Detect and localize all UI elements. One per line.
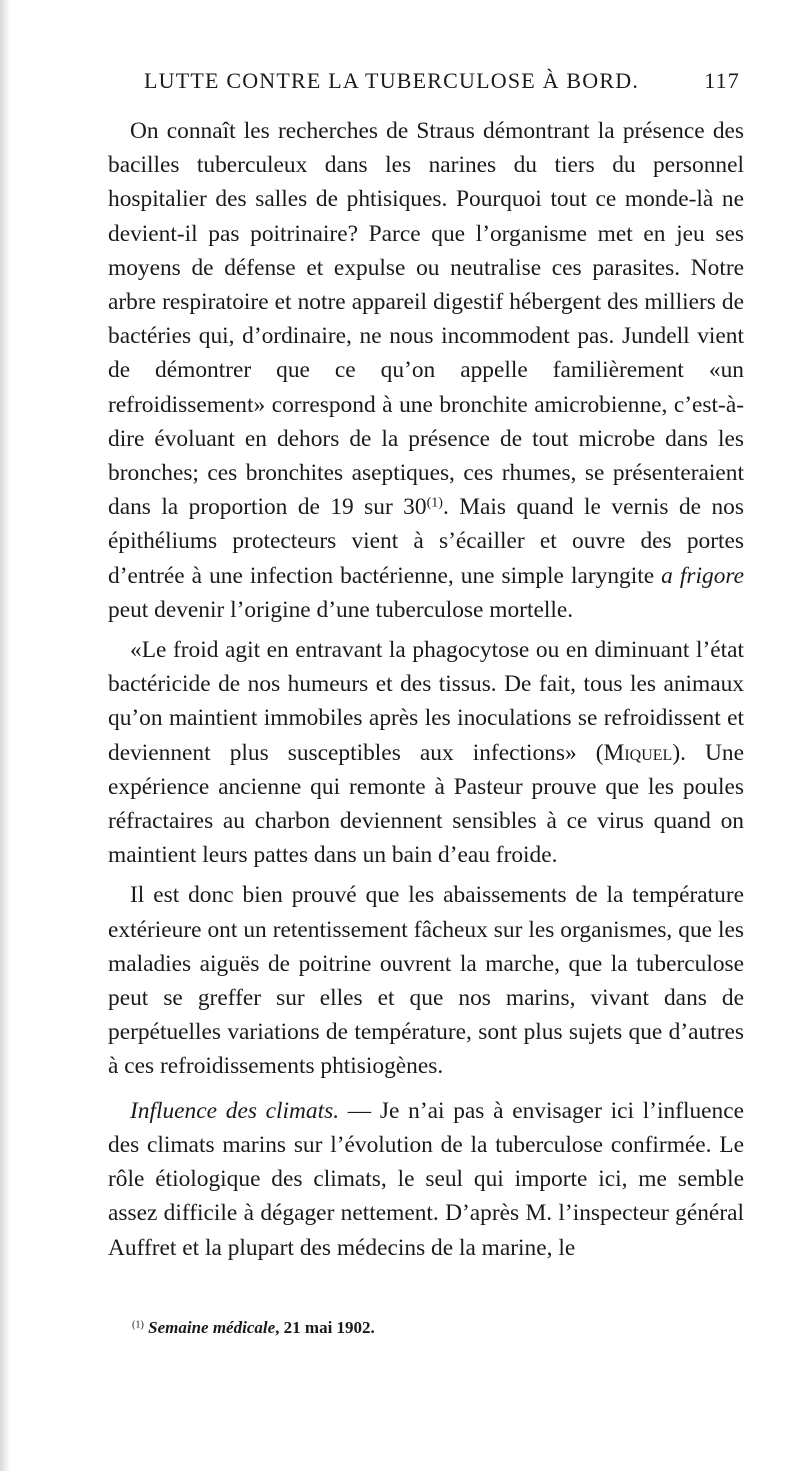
paragraph-1 — [108, 114, 744, 627]
footnote-date: , 21 mai 1902. — [275, 1318, 375, 1337]
page-number: 117 — [704, 68, 740, 93]
main-text — [108, 114, 744, 1265]
running-header — [110, 68, 740, 94]
paragraph-3: Il est donc bien prouvé que les abaissements de la température extérieure ont un retentissement fâcheux sur les organismes, que les maladies aiguës de poitrine ouvrent la marche, que la tuberculose peut se greffer sur elles et que nos marins, vivant dans de perpétuelles variations de température, sont plus sujets que d’autres à ces refroidissements phtisiogènes. — [108, 882, 744, 1080]
footnote-ref: (1) — [426, 494, 443, 511]
p2-author: Miquel — [603, 739, 673, 766]
p2-text-a: «Le froid agit en entravant la phagocytose ou en diminuant l’état bactéricide de nos humeurs et des tissus. De fait, tous les animaux qu’on maintient immobiles après les inoculations se refroidissent et deviennent plus susceptibles aux infections» ( — [108, 637, 744, 766]
footnote — [132, 1318, 732, 1338]
p1-text-c: peut devenir l’origine d’une tuberculose mortelle. — [108, 596, 574, 623]
running-title: LUTTE CONTRE LA TUBERCULOSE À BORD. — [144, 68, 640, 93]
p1-text-b: . Mais quand le vernis de nos épithéliums protecteurs vient à s’écailler et ouvre des portes d’entrée à une infection bactérienne, une simple laryngite — [108, 494, 744, 589]
scan-edge — [0, 0, 10, 1471]
p1-latin-term: a frigore — [661, 562, 745, 589]
p1-text-a: On connaît les recherches de Straus démontrant la présence des bacilles tuberculeux dans les narines du tiers du personnel hospitalier des salles de phtisiques. Pourquoi tout ce monde-là ne devient-il pas poitrinaire? Parce que l’organisme met en jeu ses moyens de défense et expulse ou neutralise ces parasites. Notre arbre respiratoire et notre appareil digestif hébergent des milliers de bactéries qui, d’ordinaire, ne nous incommodent pas. Jundell vient de démontrer que ce qu’on appelle familièrement «un refroidissement» correspond à une bronchite amicrobienne, c’est-à-dire évoluant en dehors de la présence de tout microbe dans les bronches; ces bronchites aseptiques, ces rhumes, se présenteraient dans la proportion de 19 sur 30 — [108, 118, 744, 521]
paragraph-4 — [108, 1094, 744, 1265]
paragraph-2 — [108, 633, 744, 872]
section-heading: Influence des climats. — [130, 1097, 340, 1124]
footnote-source: Semaine médicale — [148, 1318, 276, 1337]
p2-text-b: ). Une expérience ancienne qui remonte à Pasteur prouve que les poules réfractaires au charbon deviennent sensibles à ce virus quand on maintient leurs pattes dans un bain d’eau froide. — [108, 739, 744, 869]
footnote-marker: (1) — [132, 1319, 144, 1331]
p4-text: — Je n’ai pas à envisager ici l’influence des climats marins sur l’évolution de la tuberculose confirmée. Le rôle étiologique des climats, le seul qui importe ici, me semble assez difficile à dégager nettement. D’après M. l’inspecteur général Auffret et la plupart des médecins de la marine, le — [108, 1097, 744, 1261]
